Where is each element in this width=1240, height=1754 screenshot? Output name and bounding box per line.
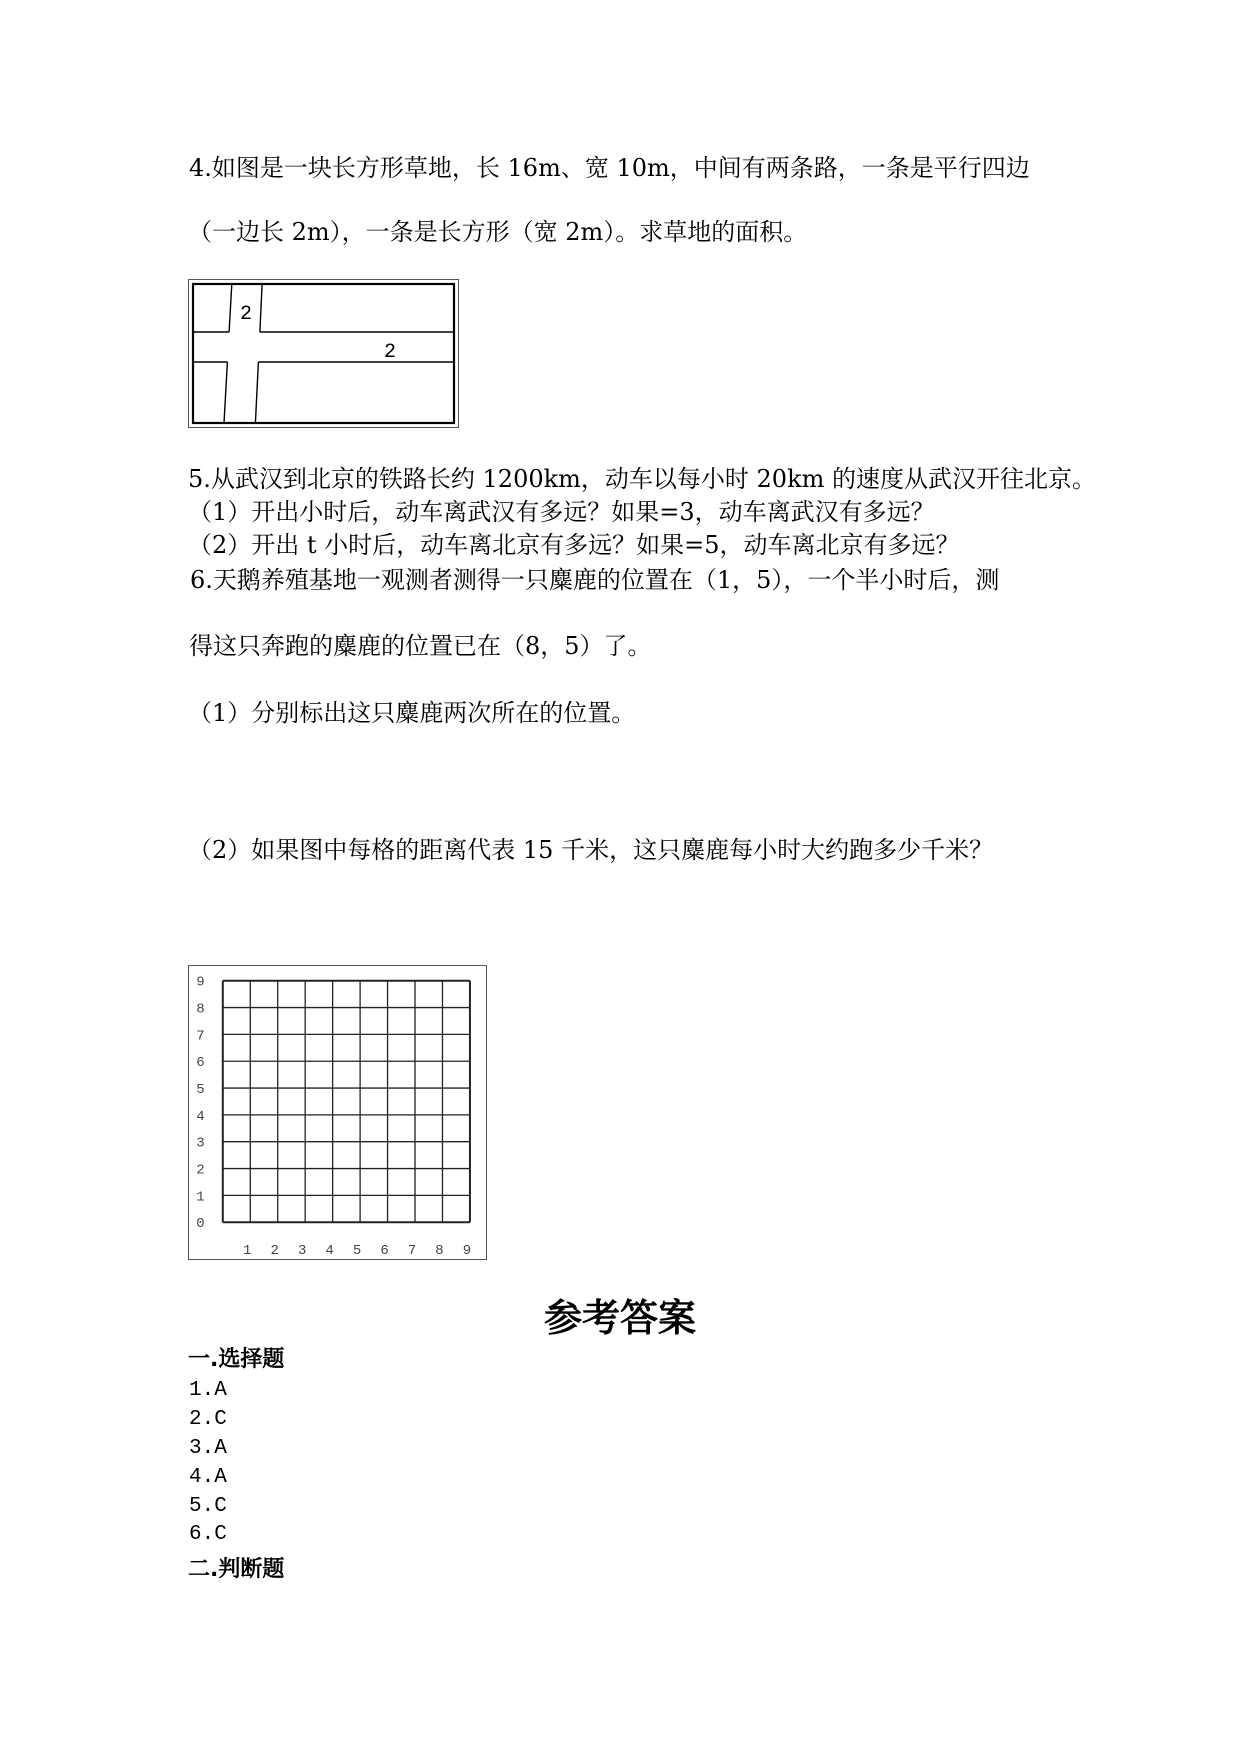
answer-item: 4.A [189, 1466, 227, 1489]
rectangle-road-width-label: 2 [383, 341, 397, 364]
grid-y-axis-label: 8 [196, 1001, 205, 1018]
answer-item: 5.C [189, 1495, 227, 1518]
grid-x-axis-label: 2 [270, 1243, 279, 1259]
grid-x-axis-label: 5 [352, 1243, 362, 1259]
grid-y-axis-label: 7 [196, 1028, 205, 1045]
q5-sub-question-2: （2）开出 t 小时后，动车离北京有多远？如果=5，动车离北京有多远？ [188, 531, 960, 559]
parallelogram-road-right-edge-bottom [255, 362, 258, 423]
q6-sub-question-2: （2）如果图中每格的距离代表 15 千米，这只麋鹿每小时大约跑多少千米？ [188, 836, 994, 864]
answer-item: 1.A [189, 1379, 227, 1402]
parallelogram-road-right-edge-top [260, 284, 262, 332]
grid-y-axis-label: 3 [196, 1135, 205, 1152]
q6-sub-question-1: （1）分别标出这只麋鹿两次所在的位置。 [188, 699, 636, 727]
grid-y-axis-label: 9 [196, 974, 205, 991]
grid-y-axis-label: 4 [196, 1108, 205, 1125]
grass-field-diagram [188, 279, 459, 428]
q4-text-line-1: 4.如图是一块长方形草地，长 16m、宽 10m，中间有两条路，一条是平行四边 [189, 154, 1030, 182]
answer-item: 2.C [189, 1408, 227, 1431]
grid-x-axis-label: 7 [407, 1243, 417, 1259]
grid-x-axis-label: 4 [325, 1243, 334, 1259]
grid-x-axis-label: 9 [462, 1243, 472, 1259]
grid-x-axis-label: 1 [243, 1243, 252, 1259]
q6-text-line-1: 6.天鹅养殖基地一观测者测得一只麋鹿的位置在（1，5），一个半小时后，测 [190, 566, 1000, 594]
grid-frame [189, 966, 487, 1260]
answer-item: 3.A [189, 1437, 227, 1460]
q5-text-line-1: 5.从武汉到北京的铁路长约 1200km，动车以每小时 20km 的速度从武汉开往北京。 [188, 465, 1097, 493]
grid-x-axis-label: 3 [297, 1243, 307, 1259]
grid-x-axis-label: 8 [435, 1243, 444, 1259]
section-heading-judgement: 二.判断题 [188, 1557, 285, 1582]
grid-y-axis-label: 0 [196, 1216, 205, 1233]
answer-item: 6.C [189, 1523, 227, 1546]
answer-key-title: 参考答案 [543, 1296, 696, 1340]
grid-y-axis-label: 5 [196, 1082, 205, 1099]
grid-y-axis-label: 2 [196, 1162, 205, 1179]
parallelogram-road-width-label: 2 [239, 303, 253, 326]
parallelogram-road-left-edge-bottom [224, 362, 227, 423]
q5-sub-question-1: （1）开出小时后，动车离武汉有多远？如果=3，动车离武汉有多远？ [188, 498, 935, 526]
q6-text-line-2: 得这只奔跑的麋鹿的位置已在（8，5）了。 [189, 632, 652, 660]
section-heading-choice: 一.选择题 [188, 1347, 285, 1372]
coordinate-grid-diagram [188, 965, 487, 1260]
field-boundary [193, 284, 454, 423]
grid-y-axis-label: 1 [196, 1189, 205, 1206]
grid-x-axis-label: 6 [380, 1243, 389, 1259]
grid-y-axis-label: 6 [196, 1055, 205, 1072]
parallelogram-road-left-edge-top [229, 284, 232, 332]
diagram-frame [189, 280, 459, 428]
q4-text-line-2: （一边长 2m），一条是长方形（宽 2m）。求草地的面积。 [188, 218, 808, 246]
